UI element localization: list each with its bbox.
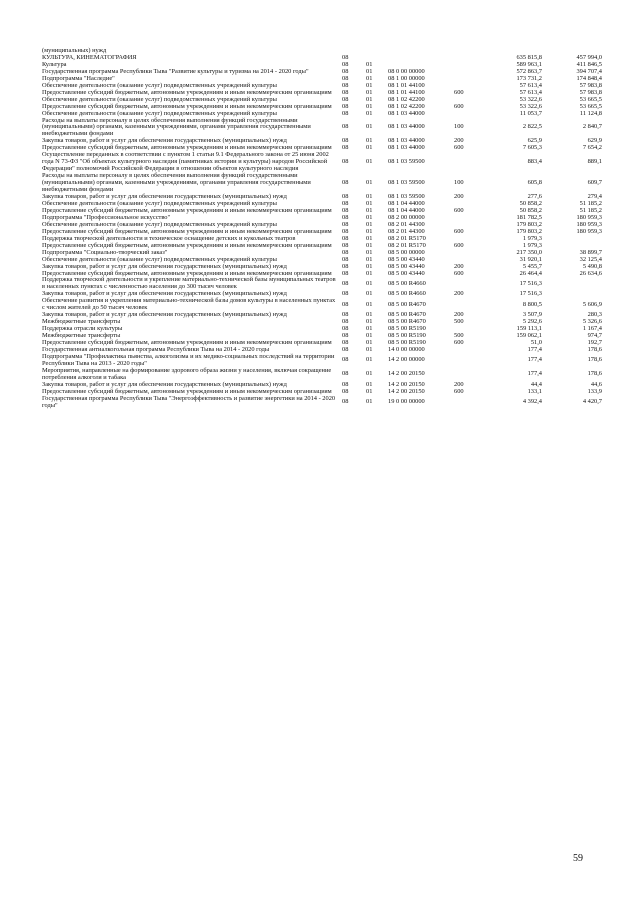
target-article-code: 14 0 00 00000 xyxy=(388,345,425,353)
amount-first-year: 2 822,5 xyxy=(522,123,542,131)
expense-type-code xyxy=(454,368,480,382)
target-article-code: 08 2 00 00000 xyxy=(388,213,425,221)
amount-second-year: 133,9 xyxy=(587,387,602,395)
section-code: 08 xyxy=(342,248,349,256)
item-name: Мероприятия, направленные на формирование здорового образа жизни у населения, включая сокращение потребления алкоголя и табака xyxy=(42,366,332,381)
page-number: 59 xyxy=(573,853,583,864)
amount-first-year: 51,0 xyxy=(530,339,542,347)
subsection-code: 01 xyxy=(366,380,373,388)
section-code: 08 xyxy=(342,67,349,75)
item-name: Государственная антиалкогольная программа Республики Тыва на 2014 - 2020 годы xyxy=(42,345,270,353)
amount-second-year: 53 665,5 xyxy=(579,95,602,103)
amount-second-year: 53 665,5 xyxy=(579,102,602,110)
item-name: Поддержка творческой деятельности и техническое оснащение детских и кукольных театров xyxy=(42,234,296,242)
expense-type-code: 100 xyxy=(454,123,464,131)
amount-first-year: 133,1 xyxy=(527,387,542,395)
amount-second-year: 5 326,6 xyxy=(582,318,602,326)
section-code: 08 xyxy=(342,88,349,96)
expense-type-code xyxy=(454,62,480,69)
amount-first-year: 3 507,9 xyxy=(522,311,542,319)
item-name: Культура xyxy=(42,60,67,68)
target-article-code: 08 5 00 43440 xyxy=(388,255,425,263)
amount-second-year: 38 899,7 xyxy=(579,248,602,256)
section-code: 08 xyxy=(342,81,349,89)
subsection-code: 01 xyxy=(366,255,373,263)
section-code: 08 xyxy=(342,144,349,152)
subsection-code: 01 xyxy=(366,206,373,214)
expense-type-code: 600 xyxy=(454,269,464,277)
expense-type-code xyxy=(454,152,480,173)
amount-second-year: 44,6 xyxy=(590,380,602,388)
subsection-code: 01 xyxy=(366,144,373,152)
amount-first-year: 11 053,7 xyxy=(519,109,542,117)
expense-type-code xyxy=(454,277,480,291)
table-row xyxy=(42,396,602,410)
item-name: Предоставление субсидий бюджетным, автономным учреждениям и иным некоммерческим организациям xyxy=(42,227,332,235)
table-row xyxy=(42,173,602,194)
expense-type-code: 600 xyxy=(454,339,464,347)
section-code: 08 xyxy=(342,387,349,395)
amount-first-year: 44,4 xyxy=(530,380,542,388)
target-article-code: 08 5 00 R4670 xyxy=(388,311,426,319)
item-name: Государственная программа Республики Тыва "Развитие культуры и туризма на 2014 - 2020 годы" xyxy=(42,67,309,75)
target-article-code: 08 1 03 44000 xyxy=(388,137,425,145)
subsection-code: 01 xyxy=(366,332,373,340)
amount-second-year: 5 606,9 xyxy=(582,300,602,308)
target-article-code: 14 2 00 20150 xyxy=(388,380,425,388)
amount-second-year: 394 707,4 xyxy=(576,67,602,75)
target-article-code: 08 1 04 44000 xyxy=(388,206,425,214)
section-code: 08 xyxy=(342,74,349,82)
amount-second-year: 57 983,8 xyxy=(579,88,602,96)
subsection-code: 01 xyxy=(366,300,373,308)
target-article-code: 08 1 03 44000 xyxy=(388,109,425,117)
target-article-code: 08 5 00 R4670 xyxy=(388,300,426,308)
section-code: 08 xyxy=(342,279,349,287)
amount-second-year: 2 840,7 xyxy=(582,123,602,131)
amount-first-year: 159 113,1 xyxy=(516,325,542,333)
amount-second-year: 178,6 xyxy=(587,345,602,353)
expense-type-code: 600 xyxy=(454,102,464,110)
amount-second-year: 11 124,8 xyxy=(579,109,602,117)
section-code: 08 xyxy=(342,345,349,353)
item-name: Закупка товаров, работ и услуг для обеспечения государственных (муниципальных) нужд xyxy=(42,290,287,298)
expense-type-code: 100 xyxy=(454,179,464,187)
subsection-code: 01 xyxy=(366,387,373,395)
amount-first-year: 179 803,2 xyxy=(516,227,542,235)
amount-first-year: 179 803,2 xyxy=(516,220,542,228)
target-article-code: 08 5 00 00000 xyxy=(388,248,425,256)
subsection-code: 01 xyxy=(366,318,373,326)
amount-first-year: 5 455,7 xyxy=(522,262,542,270)
item-name: Обеспечение деятельности (оказание услуг) подведомственных учреждений культуры xyxy=(42,220,277,228)
amount-first-year: 1 979,3 xyxy=(522,234,542,242)
section-code: 08 xyxy=(342,220,349,228)
target-article-code: 08 2 01 R5170 xyxy=(388,234,426,242)
amount-second-year: 280,3 xyxy=(587,311,602,319)
amount-first-year: 7 605,3 xyxy=(522,144,542,152)
subsection-code: 01 xyxy=(366,227,373,235)
section-code: 08 xyxy=(342,213,349,221)
subsection-code: 01 xyxy=(366,241,373,249)
item-name: Закупка товаров, работ и услуг для обеспечения государственных (муниципальных) нужд xyxy=(42,380,287,388)
amount-first-year: 173 731,2 xyxy=(516,74,542,82)
subsection-code xyxy=(366,48,388,55)
section-code: 08 xyxy=(342,199,349,207)
subsection-code: 01 xyxy=(366,311,373,319)
target-article-code: 08 1 03 59500 xyxy=(388,193,425,201)
amount-first-year: 635 815,8 xyxy=(516,53,542,61)
amount-second-year xyxy=(542,291,602,298)
amount-second-year: 629,9 xyxy=(587,137,602,145)
item-name: Обеспечение деятельности (оказание услуг) подведомственных учреждений культуры xyxy=(42,199,277,207)
expense-type-code: 200 xyxy=(454,262,464,270)
amount-first-year: 50 858,2 xyxy=(519,206,542,214)
amount-second-year: 457 994,0 xyxy=(576,53,602,61)
target-article-code: 08 1 02 42200 xyxy=(388,95,425,103)
section-code: 08 xyxy=(342,95,349,103)
amount-first-year: 57 613,4 xyxy=(519,88,542,96)
section-code: 08 xyxy=(342,370,349,378)
subsection-code: 01 xyxy=(366,137,373,145)
subsection-code: 01 xyxy=(366,74,373,82)
expense-type-code: 200 xyxy=(454,193,464,201)
target-article-code: 19 0 00 00000 xyxy=(388,398,425,406)
table-row xyxy=(42,368,602,382)
item-name: Межбюджетные трансферты xyxy=(42,332,121,340)
expense-type-code: 600 xyxy=(454,206,464,214)
amount-first-year: 177,4 xyxy=(527,345,542,353)
item-name: Предоставление субсидий бюджетным, автономным учреждениям и иным некоммерческим организациям xyxy=(42,144,332,152)
expense-type-code: 200 xyxy=(454,290,464,298)
target-article-code: 14 2 00 00000 xyxy=(388,356,425,364)
amount-first-year: 17 516,3 xyxy=(519,290,542,298)
amount-first-year: 217 350,0 xyxy=(516,248,542,256)
amount-second-year: 5 490,8 xyxy=(582,262,602,270)
expense-type-code xyxy=(454,298,480,312)
section-code: 08 xyxy=(342,193,349,201)
item-name: Подпрограмма "Профессиональное искусство" xyxy=(42,213,171,221)
amount-first-year: 57 613,4 xyxy=(519,81,542,89)
subsection-code: 01 xyxy=(366,193,373,201)
amount-second-year: 609,7 xyxy=(587,179,602,187)
section-code: 08 xyxy=(342,269,349,277)
item-name: Обеспечение деятельности (оказание услуг) подведомственных учреждений культуры xyxy=(42,95,277,103)
table-row xyxy=(42,354,602,368)
target-article-code xyxy=(388,55,454,62)
expense-type-code: 600 xyxy=(454,144,464,152)
table-row xyxy=(42,298,602,312)
target-article-code: 08 1 01 44100 xyxy=(388,81,425,89)
expense-type-code: 500 xyxy=(454,318,464,326)
section-code: 08 xyxy=(342,325,349,333)
section-code: 08 xyxy=(342,339,349,347)
target-article-code: 08 5 00 R5190 xyxy=(388,339,426,347)
amount-second-year xyxy=(542,277,602,291)
expense-type-code xyxy=(454,347,480,354)
item-name: Подпрограмма "Наследие" xyxy=(42,74,115,82)
target-article-code: 08 1 03 59500 xyxy=(388,158,425,166)
subsection-code: 01 xyxy=(366,95,373,103)
item-name: Закупка товаров, работ и услуг для обеспечения государственных (муниципальных) нужд xyxy=(42,311,287,319)
section-code: 08 xyxy=(342,179,349,187)
item-name: Подпрограмма "Профилактика пьянства, алкоголизма и их медико-социальных последствий на территории Республики Тыва на 2013 - 2020 годы" xyxy=(42,352,335,367)
section-code: 08 xyxy=(342,158,349,166)
amount-second-year: 180 959,3 xyxy=(576,227,602,235)
expense-type-code xyxy=(454,55,480,62)
subsection-code: 01 xyxy=(366,199,373,207)
expense-type-code xyxy=(454,354,480,368)
subsection-code: 01 xyxy=(366,356,373,364)
subsection-code: 01 xyxy=(366,262,373,270)
target-article-code: 08 2 01 44300 xyxy=(388,220,425,228)
expense-type-code: 200 xyxy=(454,311,464,319)
subsection-code: 01 xyxy=(366,339,373,347)
amount-second-year xyxy=(542,236,602,243)
subsection-code: 01 xyxy=(366,81,373,89)
subsection-code: 01 xyxy=(366,88,373,96)
budget-table-page xyxy=(42,48,602,410)
amount-second-year: 411 846,5 xyxy=(576,60,602,68)
amount-second-year: 57 983,8 xyxy=(579,81,602,89)
section-code: 08 xyxy=(342,241,349,249)
expense-type-code xyxy=(454,111,480,118)
item-name: Предоставление субсидий бюджетным, автономным учреждениям и иным некоммерческим организациям xyxy=(42,88,332,96)
subsection-code: 01 xyxy=(366,279,373,287)
item-name: Предоставление субсидий бюджетным, автономным учреждениям и иным некоммерческим организациям xyxy=(42,241,332,249)
subsection-code: 01 xyxy=(366,325,373,333)
section-code: 08 xyxy=(342,332,349,340)
subsection-code: 01 xyxy=(366,158,373,166)
expense-type-code: 600 xyxy=(454,227,464,235)
item-name: Расходы на выплаты персоналу в целях обеспечения выполнения функций государственными (муниципальными) органами, казенными учреждениями, органами управления государственными внебюджетными фондами xyxy=(42,116,311,138)
subsection-code: 01 xyxy=(366,220,373,228)
subsection-code: 01 xyxy=(366,269,373,277)
target-article-code: 08 5 00 R5190 xyxy=(388,325,426,333)
item-name: Поддержка отрасли культуры xyxy=(42,325,123,333)
section-code: 08 xyxy=(342,318,349,326)
amount-first-year: 883,4 xyxy=(527,158,542,166)
item-name: Предоставление субсидий бюджетным, автономным учреждениям и иным некоммерческим организациям xyxy=(42,206,332,214)
table-row xyxy=(42,312,602,319)
amount-first-year: 4 392,4 xyxy=(522,398,542,406)
item-name: Расходы на выплаты персоналу в целях обеспечения выполнения функций государственными (муниципальными) органами, казенными учреждениями, органами управления государственными внебюджетными фондами xyxy=(42,172,311,194)
item-name: (муниципальных) нужд xyxy=(42,47,107,54)
target-article-code: 08 2 01 44300 xyxy=(388,227,425,235)
section-code: 08 xyxy=(342,398,349,406)
item-name: Обеспечение развития и укрепления материально-технической базы домов культуры в населенных пунктах с числом жителей до 50 тысяч человек xyxy=(42,297,336,312)
amount-second-year: 1 167,4 xyxy=(582,325,602,333)
amount-first-year: 53 322,6 xyxy=(519,95,542,103)
amount-first-year: 605,8 xyxy=(527,179,542,187)
subsection-code: 01 xyxy=(366,213,373,221)
amount-second-year: 180 959,3 xyxy=(576,220,602,228)
target-article-code: 08 2 01 R5170 xyxy=(388,241,426,249)
amount-first-year: 31 920,1 xyxy=(519,255,542,263)
subsection-code: 01 xyxy=(366,123,373,131)
amount-first-year: 159 062,1 xyxy=(516,332,542,340)
amount-first-year: 177,4 xyxy=(527,356,542,364)
section-code: 08 xyxy=(342,356,349,364)
subsection-code: 01 xyxy=(366,290,373,298)
section-code: 08 xyxy=(342,227,349,235)
target-article-code: 08 1 00 00000 xyxy=(388,74,425,82)
amount-second-year: 51 185,2 xyxy=(579,206,602,214)
expense-type-code: 500 xyxy=(454,332,464,340)
amount-first-year: 8 800,5 xyxy=(522,300,542,308)
amount-first-year: 53 322,6 xyxy=(519,102,542,110)
amount-second-year: 180 959,3 xyxy=(576,213,602,221)
subsection-code: 01 xyxy=(366,60,373,68)
amount-first-year: 5 292,6 xyxy=(522,318,542,326)
subsection-code: 01 xyxy=(366,248,373,256)
section-code: 08 xyxy=(342,262,349,270)
amount-second-year: 178,6 xyxy=(587,356,602,364)
section-code: 08 xyxy=(342,137,349,145)
amount-first-year: 50 858,2 xyxy=(519,199,542,207)
section-code: 08 xyxy=(342,102,349,110)
target-article-code: 08 5 00 43440 xyxy=(388,269,425,277)
subsection-code: 01 xyxy=(366,345,373,353)
table-row xyxy=(42,152,602,173)
target-article-code: 08 5 00 R4670 xyxy=(388,318,426,326)
item-name: Обеспечение деятельности (оказание услуг) подведомственных учреждений культуры xyxy=(42,109,277,117)
section-code: 08 xyxy=(342,206,349,214)
item-name: Государственная программа Республики Тыва "Энергоэффективность и развитие энергетики на 2014 - 2020 годы" xyxy=(42,394,336,409)
amount-first-year: 277,6 xyxy=(527,193,542,201)
item-name: Обеспечение деятельности (оказание услуг) подведомственных учреждений культуры xyxy=(42,81,277,89)
item-name: Предоставление субсидий бюджетным, автономным учреждениям и иным некоммерческим организациям xyxy=(42,102,332,110)
target-article-code: 08 5 00 43440 xyxy=(388,262,425,270)
item-name: Подпрограмма "Социально-творческий заказ" xyxy=(42,248,168,256)
amount-second-year: 7 654,2 xyxy=(582,144,602,152)
expense-type-code: 600 xyxy=(454,387,464,395)
target-article-code: 08 5 00 R5190 xyxy=(388,332,426,340)
section-code: 08 xyxy=(342,234,349,242)
item-name: Осуществление переданных в соответствии с пунктом 1 статьи 9.1 Федерального закона от 25 июня 2002 года N 73-ФЗ "Об объектах культурного наследия (памятниках истории и культуры) народов Российской Федерации" полномочий Российской Федерации в отношении объектов культурного наследия xyxy=(42,151,329,173)
table-row xyxy=(42,277,602,291)
section-code: 08 xyxy=(342,255,349,263)
expense-type-code xyxy=(454,215,480,222)
amount-second-year: 192,7 xyxy=(587,339,602,347)
section-code: 08 xyxy=(342,380,349,388)
target-article-code xyxy=(388,48,454,55)
amount-second-year: 26 634,6 xyxy=(579,269,602,277)
subsection-code: 01 xyxy=(366,179,373,187)
target-article-code: 08 5 00 R4660 xyxy=(388,279,426,287)
item-name: Закупка товаров, работ и услуг для обеспечения государственных (муниципальных) нужд xyxy=(42,193,287,201)
expense-type-code: 200 xyxy=(454,380,464,388)
section-code: 08 xyxy=(342,53,349,61)
section-code: 08 xyxy=(342,290,349,298)
expense-type-code xyxy=(454,396,480,410)
subsection-code: 01 xyxy=(366,234,373,242)
budget-table xyxy=(42,48,602,410)
budget-table-body xyxy=(42,48,602,410)
target-article-code: 08 5 00 R4660 xyxy=(388,290,426,298)
amount-first-year: 625,9 xyxy=(527,137,542,145)
target-article-code: 14 2 00 20150 xyxy=(388,387,425,395)
amount-first-year: 1 979,3 xyxy=(522,241,542,249)
subsection-code: 01 xyxy=(366,67,373,75)
expense-type-code xyxy=(454,48,480,55)
expense-type-code xyxy=(454,76,480,83)
item-name: Предоставление субсидий бюджетным, автономным учреждениям и иным некоммерческим организациям xyxy=(42,387,332,395)
amount-second-year: 279,4 xyxy=(587,193,602,201)
amount-second-year: 178,6 xyxy=(587,370,602,378)
amount-second-year: 889,1 xyxy=(587,158,602,166)
item-name: Предоставление субсидий бюджетным, автономным учреждениям и иным некоммерческим организациям xyxy=(42,339,332,347)
subsection-code: 01 xyxy=(366,109,373,117)
expense-type-code: 600 xyxy=(454,241,464,249)
amount-second-year: 974,7 xyxy=(587,332,602,340)
amount-first-year: 177,4 xyxy=(527,370,542,378)
target-article-code: 08 1 03 59500 xyxy=(388,179,425,187)
section-code: 08 xyxy=(342,300,349,308)
amount-first-year: 17 516,3 xyxy=(519,279,542,287)
item-name: Закупка товаров, работ и услуг для обеспечения государственных (муниципальных) нужд xyxy=(42,137,287,145)
subsection-code: 01 xyxy=(366,102,373,110)
target-article-code: 08 1 04 44000 xyxy=(388,199,425,207)
item-name: Поддержка творческой деятельности и укрепление материально-технической базы муниципальных театров в населенных пунктах с численностью населения до 300 тысяч человек xyxy=(42,276,336,291)
target-article-code: 08 0 00 00000 xyxy=(388,67,425,75)
target-article-code: 08 1 01 44100 xyxy=(388,88,425,96)
item-name: Межбюджетные трансферты xyxy=(42,318,121,326)
section-code: 08 xyxy=(342,60,349,68)
table-row xyxy=(42,118,602,139)
target-article-code: 08 1 02 42200 xyxy=(388,102,425,110)
amount-first-year: 589 963,1 xyxy=(516,60,542,68)
subsection-code: 01 xyxy=(366,370,373,378)
item-name: Обеспечение деятельности (оказание услуг) подведомственных учреждений культуры xyxy=(42,255,277,263)
expense-type-code: 600 xyxy=(454,88,464,96)
expense-type-code: 200 xyxy=(454,137,464,145)
target-article-code: 08 1 03 44000 xyxy=(388,123,425,131)
amount-first-year: 26 464,4 xyxy=(519,269,542,277)
amount-first-year: 572 863,7 xyxy=(516,67,542,75)
amount-second-year: 51 185,2 xyxy=(579,199,602,207)
amount-second-year: 4 420,7 xyxy=(582,398,602,406)
target-article-code: 08 1 03 44000 xyxy=(388,144,425,152)
item-name: КУЛЬТУРА, КИНЕМАТОГРАФИЯ xyxy=(42,53,137,61)
subsection-code: 01 xyxy=(366,398,373,406)
section-code: 08 xyxy=(342,109,349,117)
section-code: 08 xyxy=(342,311,349,319)
amount-first-year: 181 782,5 xyxy=(516,213,542,221)
amount-second-year: 174 848,4 xyxy=(576,74,602,82)
item-name: Закупка товаров, работ и услуг для обеспечения государственных (муниципальных) нужд xyxy=(42,262,287,270)
item-name: Предоставление субсидий бюджетным, автономным учреждениям и иным некоммерческим организациям xyxy=(42,269,332,277)
target-article-code: 14 2 00 20150 xyxy=(388,370,425,378)
expense-type-code xyxy=(454,250,480,257)
section-code: 08 xyxy=(342,123,349,131)
amount-second-year: 32 125,4 xyxy=(579,255,602,263)
expense-type-code xyxy=(454,69,480,76)
